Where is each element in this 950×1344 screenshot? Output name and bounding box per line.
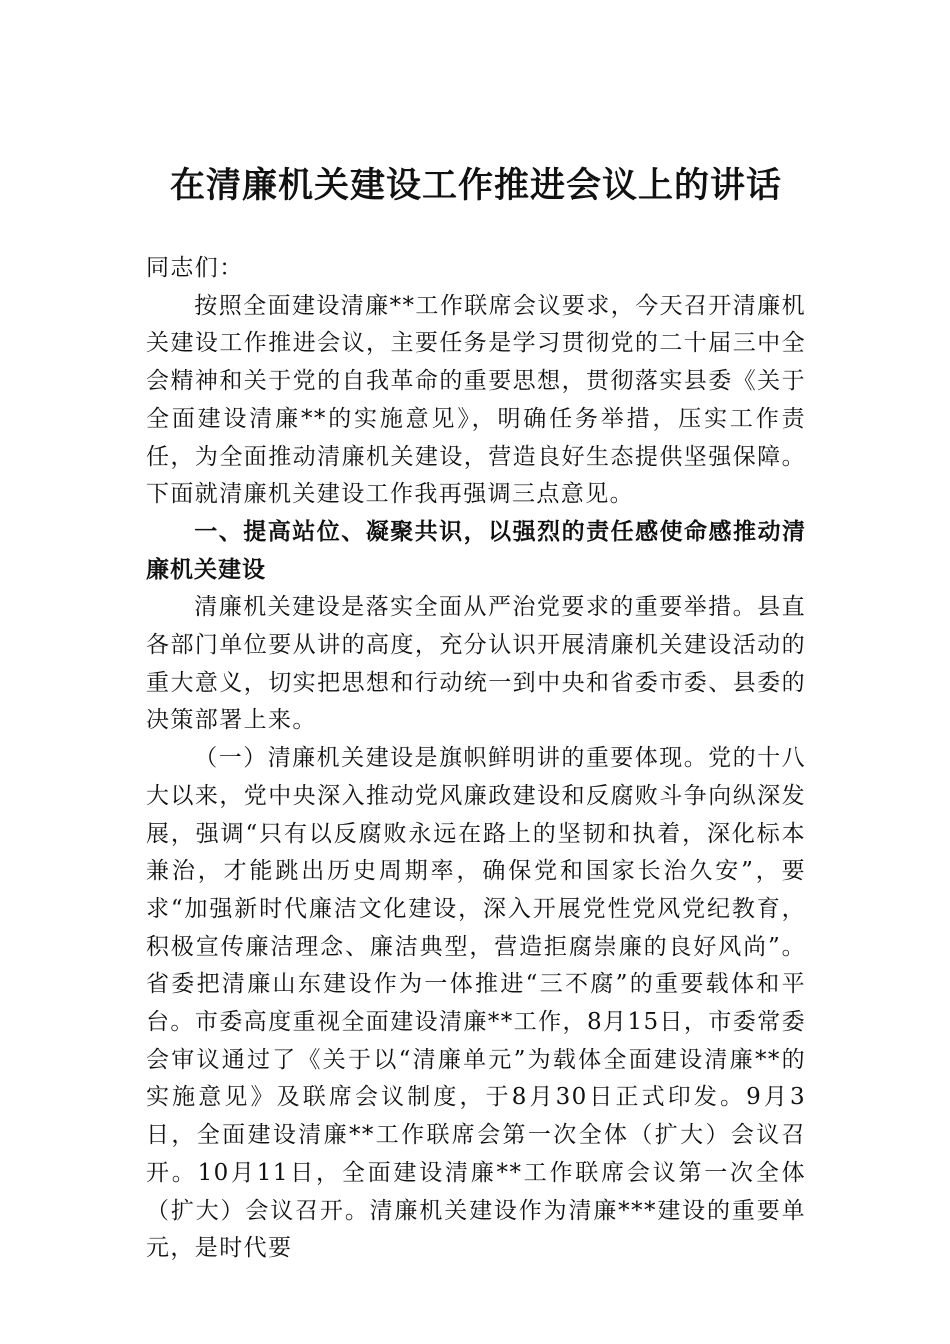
section-heading-1: 一、提高站位、凝聚共识，以强烈的责任感使命感推动清廉机关建设 bbox=[146, 518, 806, 583]
paragraph-section-1: 清廉机关建设是落实全面从严治党要求的重要举措。县直各部门单位要从讲的高度，充分认识开展清廉机关建设活动的重大意义，切实把思想和行动统一到中央和省委市委、县委的决策部署上来。 bbox=[146, 594, 806, 734]
document-body bbox=[146, 250, 806, 1268]
salutation: 同志们： bbox=[146, 255, 244, 281]
document-title: 在清廉机关建设工作推进会议上的讲话 bbox=[169, 165, 782, 206]
paragraph-intro: 按照全面建设清廉**工作联席会议要求，今天召开清廉机关建设工作推进会议，主要任务是学习贯彻党的二十届三中全会精神和关于党的自我革命的重要思想，贯彻落实县委《关于全面建设清廉**的实施意见》，明确任务举措，压实工作责任，为全面推动清廉机关建设，营造良好生态提供坚强保障。下面就清廉机关建设工作我再强调三点意见。 bbox=[146, 292, 806, 508]
paragraph-subsection-1: （一）清廉机关建设是旗帜鲜明讲的重要体现。党的十八大以来，党中央深入推动党风廉政建设和反腐败斗争向纵深发展，强调“只有以反腐败永远在路上的坚韧和执着，深化标本兼治，才能跳出历史周期率，确保党和国家长治久安”，要求“加强新时代廉洁文化建设，深入开展党性党风党纪教育，积极宣传廉洁理念、廉洁典型，营造拒腐崇廉的良好风尚”。省委把清廉山东建设作为一体推进“三不腐”的重要载体和平台。市委高度重视全面建设清廉**工作，8月15日，市委常委会审议通过了《关于以“清廉单元”为载体全面建设清廉**的实施意见》及联席会议制度，于8月30日正式印发。9月3日，全面建设清廉**工作联席会第一次全体（扩大）会议召开。10月11日，全面建设清廉**工作联席会议第一次全体（扩大）会议召开。清廉机关建设作为清廉***建设的重要单元，是时代要 bbox=[146, 745, 806, 1262]
